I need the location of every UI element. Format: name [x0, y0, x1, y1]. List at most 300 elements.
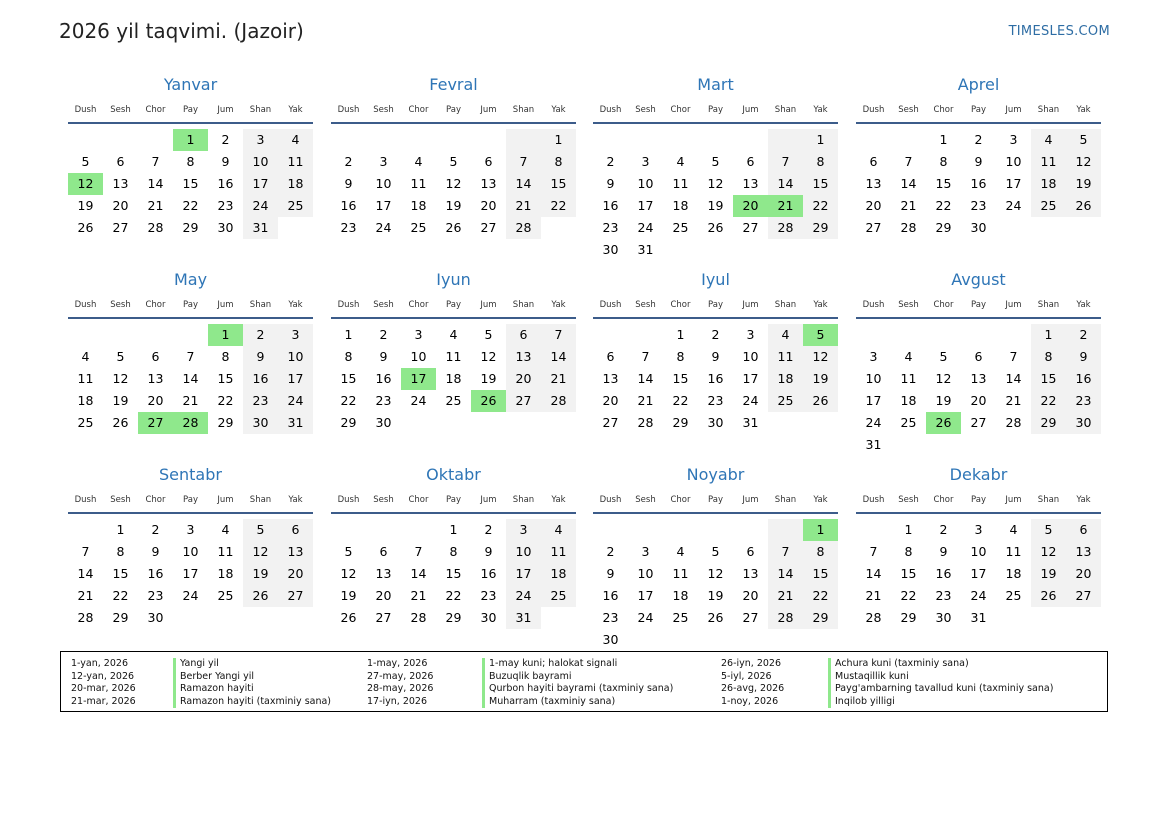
day-cell[interactable]: 10 — [182, 544, 199, 559]
day-cell[interactable]: 26 — [445, 220, 462, 235]
day-cell[interactable]: 27 — [112, 220, 129, 235]
day-cell[interactable]: 9 — [379, 349, 388, 364]
day-cell[interactable]: 19 — [340, 588, 357, 603]
day-cell[interactable]: 22 — [672, 393, 689, 408]
day-cell[interactable]: 2 — [711, 327, 720, 342]
day-cell[interactable]: 18 — [445, 371, 462, 386]
day-cell[interactable]: 22 — [1031, 390, 1066, 412]
day-cell[interactable]: 25 — [1031, 195, 1066, 217]
day-cell[interactable]: 10 — [410, 349, 427, 364]
day-cell[interactable]: 5 — [449, 154, 458, 169]
day-cell[interactable]: 31 — [865, 437, 882, 452]
day-cell[interactable]: 17 — [637, 198, 654, 213]
day-cell[interactable]: 20 — [865, 198, 882, 213]
day-cell[interactable]: 13 — [506, 346, 541, 368]
day-cell[interactable]: 15 — [935, 176, 952, 191]
day-cell[interactable]: 16 — [243, 368, 278, 390]
day-cell[interactable]: 27 — [742, 220, 759, 235]
day-cell[interactable]: 10 — [865, 371, 882, 386]
day-cell[interactable]: 10 — [637, 176, 654, 191]
day-cell[interactable]: 16 — [375, 371, 392, 386]
day-cell[interactable]: 18 — [768, 368, 803, 390]
day-cell[interactable]: 7 — [186, 349, 195, 364]
day-cell[interactable]: 23 — [970, 198, 987, 213]
day-cell[interactable]: 17 — [506, 563, 541, 585]
day-cell[interactable]: 25 — [410, 220, 427, 235]
day-cell[interactable]: 29 — [1031, 412, 1066, 434]
day-cell[interactable]: 12 — [707, 176, 724, 191]
day-cell[interactable]: 19 — [243, 563, 278, 585]
day-cell[interactable]: 7 — [81, 544, 90, 559]
day-cell[interactable]: 8 — [449, 544, 458, 559]
holiday-day[interactable]: 28 — [173, 412, 208, 434]
day-cell[interactable]: 26 — [243, 585, 278, 607]
day-cell[interactable]: 11 — [445, 349, 462, 364]
day-cell[interactable]: 19 — [1066, 173, 1101, 195]
day-cell[interactable]: 21 — [900, 198, 917, 213]
day-cell[interactable]: 18 — [278, 173, 313, 195]
day-cell[interactable]: 16 — [340, 198, 357, 213]
day-cell[interactable]: 11 — [672, 566, 689, 581]
day-cell[interactable]: 4 — [768, 324, 803, 346]
day-cell[interactable]: 2 — [939, 522, 948, 537]
day-cell[interactable]: 28 — [768, 607, 803, 629]
holiday-day[interactable]: 26 — [471, 390, 506, 412]
day-cell[interactable]: 7 — [1009, 349, 1018, 364]
day-cell[interactable]: 15 — [182, 176, 199, 191]
day-cell[interactable]: 25 — [768, 390, 803, 412]
day-cell[interactable]: 30 — [602, 242, 619, 257]
day-cell[interactable]: 9 — [974, 154, 983, 169]
day-cell[interactable]: 13 — [970, 371, 987, 386]
day-cell[interactable]: 16 — [147, 566, 164, 581]
day-cell[interactable]: 11 — [541, 541, 576, 563]
day-cell[interactable]: 3 — [641, 544, 650, 559]
holiday-day[interactable]: 1 — [208, 324, 243, 346]
day-cell[interactable]: 4 — [676, 154, 685, 169]
day-cell[interactable]: 5 — [116, 349, 125, 364]
day-cell[interactable]: 24 — [375, 220, 392, 235]
day-cell[interactable]: 19 — [1031, 563, 1066, 585]
day-cell[interactable]: 4 — [449, 327, 458, 342]
day-cell[interactable]: 5 — [243, 519, 278, 541]
day-cell[interactable]: 2 — [221, 132, 230, 147]
day-cell[interactable]: 3 — [974, 522, 983, 537]
day-cell[interactable]: 24 — [410, 393, 427, 408]
day-cell[interactable]: 21 — [506, 195, 541, 217]
day-cell[interactable]: 19 — [112, 393, 129, 408]
day-cell[interactable]: 25 — [541, 585, 576, 607]
holiday-day[interactable]: 12 — [68, 173, 103, 195]
day-cell[interactable]: 30 — [147, 610, 164, 625]
day-cell[interactable]: 4 — [221, 522, 230, 537]
day-cell[interactable]: 9 — [151, 544, 160, 559]
day-cell[interactable]: 30 — [480, 610, 497, 625]
day-cell[interactable]: 30 — [602, 632, 619, 647]
day-cell[interactable]: 28 — [506, 217, 541, 239]
day-cell[interactable]: 13 — [742, 176, 759, 191]
day-cell[interactable]: 3 — [243, 129, 278, 151]
day-cell[interactable]: 7 — [541, 324, 576, 346]
day-cell[interactable]: 3 — [414, 327, 423, 342]
day-cell[interactable]: 5 — [344, 544, 353, 559]
day-cell[interactable]: 28 — [1005, 415, 1022, 430]
day-cell[interactable]: 6 — [746, 544, 755, 559]
day-cell[interactable]: 27 — [1066, 585, 1101, 607]
day-cell[interactable]: 16 — [217, 176, 234, 191]
day-cell[interactable]: 22 — [182, 198, 199, 213]
day-cell[interactable]: 27 — [278, 585, 313, 607]
day-cell[interactable]: 21 — [410, 588, 427, 603]
day-cell[interactable]: 21 — [77, 588, 94, 603]
day-cell[interactable]: 3 — [186, 522, 195, 537]
day-cell[interactable]: 30 — [935, 610, 952, 625]
day-cell[interactable]: 31 — [243, 217, 278, 239]
day-cell[interactable]: 12 — [803, 346, 838, 368]
day-cell[interactable]: 9 — [344, 176, 353, 191]
day-cell[interactable]: 30 — [217, 220, 234, 235]
day-cell[interactable]: 14 — [768, 173, 803, 195]
day-cell[interactable]: 10 — [742, 349, 759, 364]
day-cell[interactable]: 6 — [484, 154, 493, 169]
day-cell[interactable]: 24 — [637, 610, 654, 625]
day-cell[interactable]: 14 — [541, 346, 576, 368]
day-cell[interactable]: 27 — [480, 220, 497, 235]
day-cell[interactable]: 21 — [541, 368, 576, 390]
day-cell[interactable]: 7 — [641, 349, 650, 364]
day-cell[interactable]: 18 — [1005, 566, 1022, 581]
day-cell[interactable]: 16 — [602, 198, 619, 213]
day-cell[interactable]: 4 — [278, 129, 313, 151]
day-cell[interactable]: 10 — [506, 541, 541, 563]
day-cell[interactable]: 28 — [77, 610, 94, 625]
day-cell[interactable]: 22 — [803, 195, 838, 217]
day-cell[interactable]: 5 — [1066, 129, 1101, 151]
holiday-day[interactable]: 20 — [733, 195, 768, 217]
day-cell[interactable]: 1 — [676, 327, 685, 342]
day-cell[interactable]: 7 — [414, 544, 423, 559]
day-cell[interactable]: 8 — [803, 151, 838, 173]
day-cell[interactable]: 10 — [243, 151, 278, 173]
day-cell[interactable]: 6 — [506, 324, 541, 346]
day-cell[interactable]: 8 — [676, 349, 685, 364]
day-cell[interactable]: 5 — [711, 154, 720, 169]
day-cell[interactable]: 13 — [602, 371, 619, 386]
day-cell[interactable]: 16 — [1066, 368, 1101, 390]
day-cell[interactable]: 15 — [217, 371, 234, 386]
day-cell[interactable]: 25 — [77, 415, 94, 430]
day-cell[interactable]: 21 — [768, 585, 803, 607]
site-link[interactable]: TIMESLES.COM — [1008, 24, 1110, 39]
day-cell[interactable]: 15 — [445, 566, 462, 581]
holiday-day[interactable]: 27 — [138, 412, 173, 434]
day-cell[interactable]: 23 — [602, 220, 619, 235]
day-cell[interactable]: 3 — [869, 349, 878, 364]
day-cell[interactable]: 20 — [506, 368, 541, 390]
day-cell[interactable]: 26 — [1031, 585, 1066, 607]
day-cell[interactable]: 28 — [768, 217, 803, 239]
day-cell[interactable]: 9 — [939, 544, 948, 559]
day-cell[interactable]: 26 — [707, 610, 724, 625]
day-cell[interactable]: 17 — [865, 393, 882, 408]
day-cell[interactable]: 2 — [1066, 324, 1101, 346]
day-cell[interactable]: 9 — [243, 346, 278, 368]
day-cell[interactable]: 6 — [869, 154, 878, 169]
day-cell[interactable]: 29 — [935, 220, 952, 235]
day-cell[interactable]: 15 — [340, 371, 357, 386]
day-cell[interactable]: 24 — [742, 393, 759, 408]
day-cell[interactable]: 17 — [1005, 176, 1022, 191]
day-cell[interactable]: 15 — [112, 566, 129, 581]
day-cell[interactable]: 27 — [865, 220, 882, 235]
day-cell[interactable]: 26 — [803, 390, 838, 412]
day-cell[interactable]: 19 — [803, 368, 838, 390]
day-cell[interactable]: 17 — [243, 173, 278, 195]
day-cell[interactable]: 18 — [672, 198, 689, 213]
day-cell[interactable]: 8 — [344, 349, 353, 364]
day-cell[interactable]: 23 — [243, 390, 278, 412]
day-cell[interactable]: 27 — [742, 610, 759, 625]
day-cell[interactable]: 29 — [112, 610, 129, 625]
day-cell[interactable]: 19 — [445, 198, 462, 213]
day-cell[interactable]: 11 — [672, 176, 689, 191]
day-cell[interactable]: 23 — [217, 198, 234, 213]
day-cell[interactable]: 19 — [935, 393, 952, 408]
day-cell[interactable]: 20 — [602, 393, 619, 408]
day-cell[interactable]: 24 — [1005, 198, 1022, 213]
day-cell[interactable]: 29 — [340, 415, 357, 430]
day-cell[interactable]: 18 — [77, 393, 94, 408]
day-cell[interactable]: 11 — [1031, 151, 1066, 173]
day-cell[interactable]: 20 — [375, 588, 392, 603]
day-cell[interactable]: 11 — [410, 176, 427, 191]
day-cell[interactable]: 9 — [606, 566, 615, 581]
day-cell[interactable]: 17 — [375, 198, 392, 213]
day-cell[interactable]: 22 — [112, 588, 129, 603]
day-cell[interactable]: 28 — [865, 610, 882, 625]
day-cell[interactable]: 23 — [480, 588, 497, 603]
day-cell[interactable]: 6 — [974, 349, 983, 364]
day-cell[interactable]: 3 — [746, 327, 755, 342]
day-cell[interactable]: 15 — [1031, 368, 1066, 390]
day-cell[interactable]: 3 — [278, 324, 313, 346]
day-cell[interactable]: 1 — [939, 132, 948, 147]
day-cell[interactable]: 30 — [707, 415, 724, 430]
day-cell[interactable]: 16 — [707, 371, 724, 386]
day-cell[interactable]: 29 — [182, 220, 199, 235]
day-cell[interactable]: 6 — [151, 349, 160, 364]
day-cell[interactable]: 14 — [865, 566, 882, 581]
day-cell[interactable]: 17 — [970, 566, 987, 581]
day-cell[interactable]: 21 — [147, 198, 164, 213]
day-cell[interactable]: 8 — [116, 544, 125, 559]
day-cell[interactable]: 25 — [445, 393, 462, 408]
day-cell[interactable]: 13 — [147, 371, 164, 386]
holiday-day[interactable]: 5 — [803, 324, 838, 346]
day-cell[interactable]: 11 — [900, 371, 917, 386]
day-cell[interactable]: 28 — [637, 415, 654, 430]
day-cell[interactable]: 14 — [410, 566, 427, 581]
day-cell[interactable]: 27 — [970, 415, 987, 430]
day-cell[interactable]: 17 — [182, 566, 199, 581]
day-cell[interactable]: 13 — [278, 541, 313, 563]
day-cell[interactable]: 12 — [340, 566, 357, 581]
day-cell[interactable]: 25 — [672, 610, 689, 625]
day-cell[interactable]: 17 — [742, 371, 759, 386]
day-cell[interactable]: 13 — [112, 176, 129, 191]
day-cell[interactable]: 14 — [1005, 371, 1022, 386]
day-cell[interactable]: 29 — [803, 217, 838, 239]
day-cell[interactable]: 31 — [742, 415, 759, 430]
day-cell[interactable]: 20 — [278, 563, 313, 585]
day-cell[interactable]: 10 — [278, 346, 313, 368]
day-cell[interactable]: 18 — [672, 588, 689, 603]
day-cell[interactable]: 5 — [939, 349, 948, 364]
day-cell[interactable]: 7 — [904, 154, 913, 169]
day-cell[interactable]: 20 — [147, 393, 164, 408]
day-cell[interactable]: 26 — [707, 220, 724, 235]
day-cell[interactable]: 7 — [869, 544, 878, 559]
day-cell[interactable]: 5 — [1031, 519, 1066, 541]
day-cell[interactable]: 7 — [506, 151, 541, 173]
day-cell[interactable]: 21 — [1005, 393, 1022, 408]
day-cell[interactable]: 25 — [672, 220, 689, 235]
day-cell[interactable]: 29 — [445, 610, 462, 625]
day-cell[interactable]: 12 — [243, 541, 278, 563]
day-cell[interactable]: 28 — [900, 220, 917, 235]
day-cell[interactable]: 30 — [970, 220, 987, 235]
day-cell[interactable]: 7 — [151, 154, 160, 169]
day-cell[interactable]: 18 — [410, 198, 427, 213]
day-cell[interactable]: 12 — [1066, 151, 1101, 173]
day-cell[interactable]: 6 — [278, 519, 313, 541]
holiday-day[interactable]: 26 — [926, 412, 961, 434]
day-cell[interactable]: 9 — [606, 176, 615, 191]
day-cell[interactable]: 6 — [746, 154, 755, 169]
day-cell[interactable]: 25 — [1005, 588, 1022, 603]
day-cell[interactable]: 3 — [506, 519, 541, 541]
day-cell[interactable]: 23 — [147, 588, 164, 603]
day-cell[interactable]: 8 — [221, 349, 230, 364]
day-cell[interactable]: 22 — [445, 588, 462, 603]
day-cell[interactable]: 11 — [217, 544, 234, 559]
day-cell[interactable]: 16 — [480, 566, 497, 581]
day-cell[interactable]: 4 — [904, 349, 913, 364]
day-cell[interactable]: 24 — [182, 588, 199, 603]
holiday-day[interactable]: 1 — [173, 129, 208, 151]
day-cell[interactable]: 6 — [606, 349, 615, 364]
day-cell[interactable]: 11 — [1005, 544, 1022, 559]
day-cell[interactable]: 23 — [375, 393, 392, 408]
day-cell[interactable]: 19 — [707, 588, 724, 603]
day-cell[interactable]: 24 — [970, 588, 987, 603]
day-cell[interactable]: 17 — [278, 368, 313, 390]
day-cell[interactable]: 20 — [480, 198, 497, 213]
day-cell[interactable]: 1 — [541, 129, 576, 151]
day-cell[interactable]: 29 — [803, 607, 838, 629]
day-cell[interactable]: 29 — [217, 415, 234, 430]
day-cell[interactable]: 17 — [637, 588, 654, 603]
day-cell[interactable]: 4 — [676, 544, 685, 559]
day-cell[interactable]: 24 — [637, 220, 654, 235]
day-cell[interactable]: 19 — [77, 198, 94, 213]
day-cell[interactable]: 12 — [1031, 541, 1066, 563]
day-cell[interactable]: 10 — [970, 544, 987, 559]
day-cell[interactable]: 2 — [243, 324, 278, 346]
day-cell[interactable]: 7 — [768, 541, 803, 563]
day-cell[interactable]: 13 — [865, 176, 882, 191]
day-cell[interactable]: 4 — [81, 349, 90, 364]
day-cell[interactable]: 16 — [602, 588, 619, 603]
day-cell[interactable]: 15 — [900, 566, 917, 581]
day-cell[interactable]: 5 — [711, 544, 720, 559]
day-cell[interactable]: 8 — [939, 154, 948, 169]
day-cell[interactable]: 12 — [112, 371, 129, 386]
day-cell[interactable]: 29 — [900, 610, 917, 625]
day-cell[interactable]: 15 — [541, 173, 576, 195]
day-cell[interactable]: 3 — [641, 154, 650, 169]
day-cell[interactable]: 24 — [865, 415, 882, 430]
day-cell[interactable]: 15 — [803, 173, 838, 195]
day-cell[interactable]: 2 — [484, 522, 493, 537]
day-cell[interactable]: 22 — [900, 588, 917, 603]
day-cell[interactable]: 22 — [935, 198, 952, 213]
day-cell[interactable]: 27 — [602, 415, 619, 430]
day-cell[interactable]: 26 — [112, 415, 129, 430]
day-cell[interactable]: 23 — [1066, 390, 1101, 412]
holiday-day[interactable]: 17 — [401, 368, 436, 390]
day-cell[interactable]: 22 — [340, 393, 357, 408]
day-cell[interactable]: 14 — [147, 176, 164, 191]
day-cell[interactable]: 18 — [900, 393, 917, 408]
day-cell[interactable]: 26 — [340, 610, 357, 625]
day-cell[interactable]: 14 — [637, 371, 654, 386]
day-cell[interactable]: 10 — [375, 176, 392, 191]
day-cell[interactable]: 9 — [484, 544, 493, 559]
day-cell[interactable]: 9 — [1066, 346, 1101, 368]
day-cell[interactable]: 4 — [414, 154, 423, 169]
day-cell[interactable]: 13 — [480, 176, 497, 191]
day-cell[interactable]: 2 — [606, 154, 615, 169]
day-cell[interactable]: 30 — [243, 412, 278, 434]
day-cell[interactable]: 23 — [340, 220, 357, 235]
day-cell[interactable]: 20 — [742, 588, 759, 603]
day-cell[interactable]: 24 — [278, 390, 313, 412]
day-cell[interactable]: 2 — [151, 522, 160, 537]
day-cell[interactable]: 2 — [379, 327, 388, 342]
day-cell[interactable]: 26 — [77, 220, 94, 235]
day-cell[interactable]: 20 — [112, 198, 129, 213]
day-cell[interactable]: 23 — [602, 610, 619, 625]
day-cell[interactable]: 13 — [742, 566, 759, 581]
day-cell[interactable]: 26 — [1066, 195, 1101, 217]
holiday-day[interactable]: 1 — [803, 519, 838, 541]
day-cell[interactable]: 11 — [278, 151, 313, 173]
day-cell[interactable]: 31 — [506, 607, 541, 629]
day-cell[interactable]: 15 — [672, 371, 689, 386]
day-cell[interactable]: 25 — [217, 588, 234, 603]
day-cell[interactable]: 8 — [803, 541, 838, 563]
day-cell[interactable]: 4 — [1009, 522, 1018, 537]
day-cell[interactable]: 8 — [1031, 346, 1066, 368]
day-cell[interactable]: 12 — [480, 349, 497, 364]
day-cell[interactable]: 8 — [904, 544, 913, 559]
holiday-day[interactable]: 21 — [768, 195, 803, 217]
day-cell[interactable]: 18 — [217, 566, 234, 581]
day-cell[interactable]: 1 — [1031, 324, 1066, 346]
day-cell[interactable]: 21 — [637, 393, 654, 408]
day-cell[interactable]: 22 — [803, 585, 838, 607]
